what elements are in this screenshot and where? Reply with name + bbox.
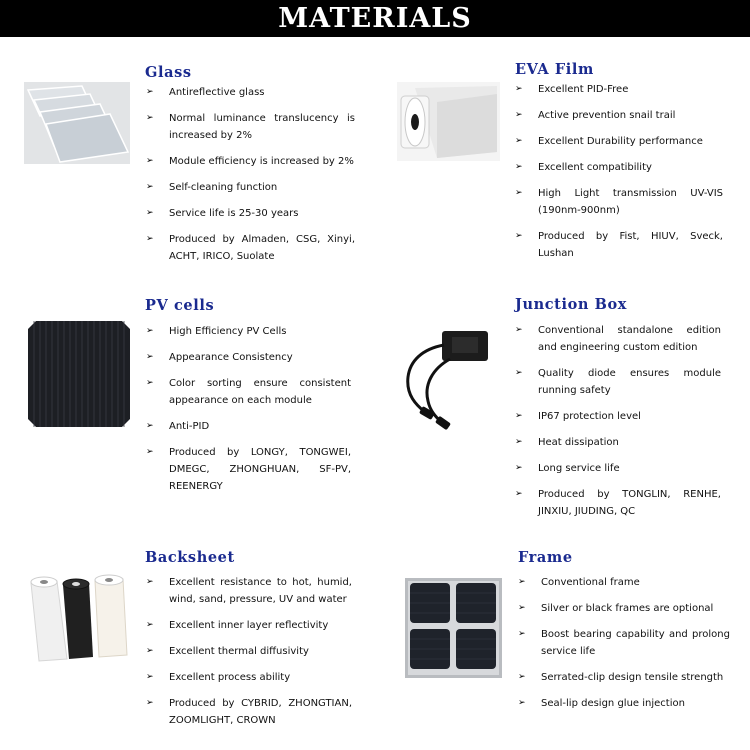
list-item: ➢ Quality diode ensures module running safety bbox=[515, 365, 721, 399]
arrow-bullet-icon: ➢ bbox=[515, 325, 523, 335]
list-item: ➢ Module efficiency is increased by 2% bbox=[146, 153, 355, 170]
junction-box-image bbox=[402, 325, 500, 431]
arrow-bullet-icon: ➢ bbox=[146, 156, 154, 166]
list-item: ➢ Excellent PID-Free bbox=[515, 81, 723, 98]
arrow-bullet-icon: ➢ bbox=[515, 411, 523, 421]
list-item: ➢ High Light transmission UV-VIS (190nm-900nm) bbox=[515, 185, 723, 219]
arrow-bullet-icon: ➢ bbox=[518, 672, 526, 682]
list-item: ➢ Serrated-clip design tensile strength bbox=[518, 669, 730, 686]
glass-list bbox=[146, 84, 355, 274]
arrow-bullet-icon: ➢ bbox=[146, 646, 154, 656]
eva-film-roll-image bbox=[397, 82, 500, 161]
list-item: ➢ Seal-lip design glue injection bbox=[518, 695, 730, 712]
section-title-backsheet: Backsheet bbox=[145, 549, 235, 566]
arrow-bullet-icon: ➢ bbox=[146, 447, 154, 457]
list-item: ➢ Produced by LONGY, TONGWEI, DMEGC, ZHONGHUAN, SF-PV, REENERGY bbox=[146, 444, 351, 495]
arrow-bullet-icon: ➢ bbox=[146, 87, 154, 97]
list-item: ➢ Long service life bbox=[515, 460, 721, 477]
arrow-bullet-icon: ➢ bbox=[146, 378, 154, 388]
arrow-bullet-icon: ➢ bbox=[515, 110, 523, 120]
list-item: ➢ Excellent compatibility bbox=[515, 159, 723, 176]
arrow-bullet-icon: ➢ bbox=[146, 234, 154, 244]
list-item: ➢ Service life is 25-30 years bbox=[146, 205, 355, 222]
list-item: ➢ Excellent Durability performance bbox=[515, 133, 723, 150]
list-item: ➢ Silver or black frames are optional bbox=[518, 600, 730, 617]
section-title-frame: Frame bbox=[518, 549, 573, 566]
glass-sheets-image bbox=[24, 82, 130, 164]
arrow-bullet-icon: ➢ bbox=[146, 182, 154, 192]
list-item: ➢ High Efficiency PV Cells bbox=[146, 323, 351, 340]
pv-cell-image bbox=[28, 321, 130, 427]
arrow-bullet-icon: ➢ bbox=[515, 136, 523, 146]
section-title-junction-box: Junction Box bbox=[515, 296, 628, 313]
arrow-bullet-icon: ➢ bbox=[146, 672, 154, 682]
list-item: ➢ Produced by Fist, HIUV, Sveck, Lushan bbox=[515, 228, 723, 262]
arrow-bullet-icon: ➢ bbox=[515, 231, 523, 241]
frame-list bbox=[518, 574, 730, 721]
list-item: ➢ IP67 protection level bbox=[515, 408, 721, 425]
pv-cells-list bbox=[146, 323, 351, 504]
arrow-bullet-icon: ➢ bbox=[146, 620, 154, 630]
list-item: ➢ Produced by TONGLIN, RENHE, JINXIU, JIUDING, QC bbox=[515, 486, 721, 520]
arrow-bullet-icon: ➢ bbox=[146, 208, 154, 218]
arrow-bullet-icon: ➢ bbox=[146, 421, 154, 431]
arrow-bullet-icon: ➢ bbox=[146, 326, 154, 336]
list-item: ➢ Produced by CYBRID, ZHONGTIAN, ZOOMLIGHT, CROWN bbox=[146, 695, 352, 729]
arrow-bullet-icon: ➢ bbox=[515, 437, 523, 447]
backsheet-rolls-image bbox=[27, 571, 130, 663]
list-item: ➢ Conventional standalone edition and engineering custom edition bbox=[515, 322, 721, 356]
page-title: MATERIALS bbox=[278, 3, 472, 34]
list-item: ➢ Excellent process ability bbox=[146, 669, 352, 686]
list-item: ➢ Normal luminance translucency is increased by 2% bbox=[146, 110, 355, 144]
header-banner bbox=[0, 0, 750, 37]
section-title-pv-cells: PV cells bbox=[145, 297, 215, 314]
list-item: ➢ Color sorting ensure consistent appearance on each module bbox=[146, 375, 351, 409]
list-item: ➢ Excellent inner layer reflectivity bbox=[146, 617, 352, 634]
list-item: ➢ Conventional frame bbox=[518, 574, 730, 591]
list-item: ➢ Active prevention snail trail bbox=[515, 107, 723, 124]
frame-panel-image bbox=[405, 578, 502, 678]
list-item: ➢ Boost bearing capability and prolong service life bbox=[518, 626, 730, 660]
list-item: ➢ Heat dissipation bbox=[515, 434, 721, 451]
list-item: ➢ Anti-PID bbox=[146, 418, 351, 435]
arrow-bullet-icon: ➢ bbox=[146, 352, 154, 362]
list-item: ➢ Self-cleaning function bbox=[146, 179, 355, 196]
arrow-bullet-icon: ➢ bbox=[146, 113, 154, 123]
arrow-bullet-icon: ➢ bbox=[515, 463, 523, 473]
section-title-glass: Glass bbox=[145, 64, 192, 81]
list-item: ➢ Antireflective glass bbox=[146, 84, 355, 101]
arrow-bullet-icon: ➢ bbox=[515, 188, 523, 198]
arrow-bullet-icon: ➢ bbox=[518, 629, 526, 639]
list-item: ➢ Appearance Consistency bbox=[146, 349, 351, 366]
arrow-bullet-icon: ➢ bbox=[518, 577, 526, 587]
arrow-bullet-icon: ➢ bbox=[146, 698, 154, 708]
arrow-bullet-icon: ➢ bbox=[515, 162, 523, 172]
arrow-bullet-icon: ➢ bbox=[146, 577, 154, 587]
junction-box-list bbox=[515, 322, 721, 529]
list-item: ➢ Excellent resistance to hot, humid, wind, sand, pressure, UV and water bbox=[146, 574, 352, 608]
arrow-bullet-icon: ➢ bbox=[515, 84, 523, 94]
backsheet-list bbox=[146, 574, 352, 738]
arrow-bullet-icon: ➢ bbox=[515, 368, 523, 378]
eva-film-list bbox=[515, 81, 723, 271]
arrow-bullet-icon: ➢ bbox=[518, 603, 526, 613]
list-item: ➢ Excellent thermal diffusivity bbox=[146, 643, 352, 660]
section-title-eva-film: EVA Film bbox=[515, 61, 594, 78]
arrow-bullet-icon: ➢ bbox=[515, 489, 523, 499]
arrow-bullet-icon: ➢ bbox=[518, 698, 526, 708]
list-item: ➢ Produced by Almaden, CSG, Xinyi, ACHT, IRICO, Suolate bbox=[146, 231, 355, 265]
